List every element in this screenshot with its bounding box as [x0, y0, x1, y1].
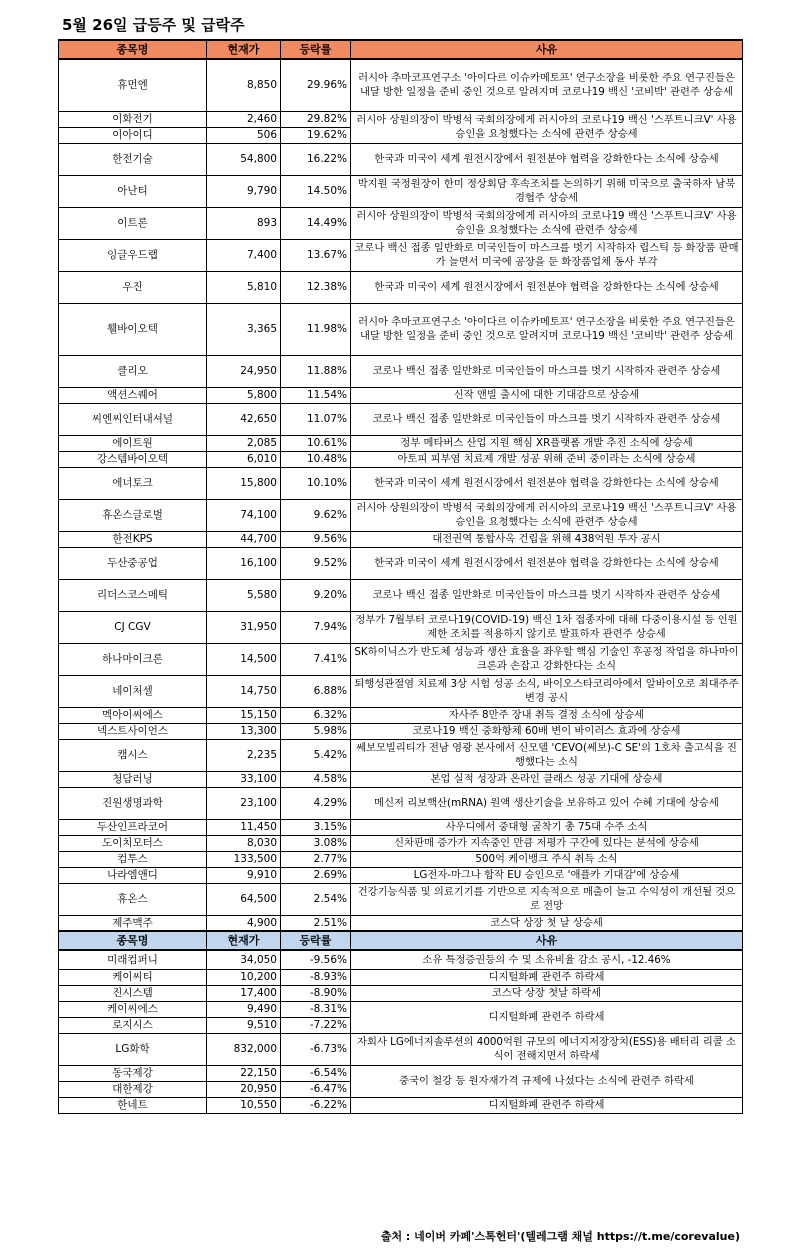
stock-price: 2,085 [207, 435, 281, 451]
stock-price: 44,700 [207, 531, 281, 547]
reason-text: 메신저 리보핵산(mRNA) 원액 생산기술을 보유하고 있어 수혜 기대에 상승세 [351, 787, 743, 819]
stock-name: 동국제강 [59, 1065, 207, 1081]
stock-price: 8,030 [207, 835, 281, 851]
col-rate-header: 등락률 [281, 931, 351, 950]
stock-price: 893 [207, 207, 281, 239]
change-rate: 9.20% [281, 579, 351, 611]
rise-header-row [59, 40, 743, 59]
reason-text: 러시아 추마코프연구소 '아이다르 이슈카메토프' 연구소장을 비롯한 주요 연구진들은 내달 방한 일정을 준비 중인 것으로 알려지며 코로나19 백신 '코비박' 관련주 상승세 [351, 59, 743, 111]
stock-name: 이아이디 [59, 127, 207, 143]
table-row [59, 451, 743, 467]
table-row [59, 611, 743, 643]
table-row [59, 531, 743, 547]
table-row [59, 271, 743, 303]
table-row [59, 111, 743, 127]
reason-text: 신작 앤빌 출시에 대한 기대감으로 상승세 [351, 387, 743, 403]
stock-name: 아난티 [59, 175, 207, 207]
reason-text: 500억 케이뱅크 주식 취득 소식 [351, 851, 743, 867]
stock-price: 15,150 [207, 707, 281, 723]
stock-name: LG화학 [59, 1033, 207, 1065]
stock-price: 5,800 [207, 387, 281, 403]
stock-name: 씨엔씨인터내셔널 [59, 403, 207, 435]
reason-text: 사우디에서 중대형 굴착기 총 75대 수주 소식 [351, 819, 743, 835]
change-rate: 2.51% [281, 915, 351, 931]
stock-price: 5,810 [207, 271, 281, 303]
change-rate: 12.38% [281, 271, 351, 303]
stock-name: 멕아이씨에스 [59, 707, 207, 723]
stock-price: 9,510 [207, 1017, 281, 1033]
change-rate: -9.56% [281, 950, 351, 969]
stock-name: 휴온스 [59, 883, 207, 915]
table-row [59, 467, 743, 499]
reason-text: 러시아 상원의장이 박병석 국회의장에게 러시아의 코로나19 백신 '스푸트니크V' 사용승인을 요청했다는 소식에 관련주 상승세 [351, 111, 743, 143]
reason-text: 디지털화폐 관련주 하락세 [351, 969, 743, 985]
table-row [59, 1033, 743, 1065]
stock-price: 3,365 [207, 303, 281, 355]
table-row [59, 771, 743, 787]
stock-price: 33,100 [207, 771, 281, 787]
table-row [59, 547, 743, 579]
col-name-header: 종목명 [59, 40, 207, 59]
table-row [59, 819, 743, 835]
change-rate: 6.88% [281, 675, 351, 707]
stock-name: 나라엠앤디 [59, 867, 207, 883]
stock-name: 진시스템 [59, 985, 207, 1001]
reason-text: 한국과 미국이 세계 원전시장에서 원전분야 협력을 강화한다는 소식에 상승세 [351, 547, 743, 579]
stock-name: 휴온스글로벌 [59, 499, 207, 531]
reason-text: 한국과 미국이 세계 원전시장에서 원전분야 협력을 강화한다는 소식에 상승세 [351, 143, 743, 175]
stock-price: 34,050 [207, 950, 281, 969]
change-rate: -6.22% [281, 1097, 351, 1113]
table-row [59, 969, 743, 985]
change-rate: -7.22% [281, 1017, 351, 1033]
table-row [59, 403, 743, 435]
change-rate: 2.54% [281, 883, 351, 915]
change-rate: 7.41% [281, 643, 351, 675]
table-row [59, 355, 743, 387]
stock-price: 6,010 [207, 451, 281, 467]
change-rate: -8.31% [281, 1001, 351, 1017]
reason-text: 정부가 7월부터 코로나19(COVID-19) 백신 1차 접종자에 대해 다중이용시설 등 인원제한 조치를 적용하지 않기로 발표하자 관련주 상승세 [351, 611, 743, 643]
table-row [59, 985, 743, 1001]
change-rate: 11.98% [281, 303, 351, 355]
stock-price: 14,750 [207, 675, 281, 707]
reason-text: 자사주 8만주 장내 취득 결정 소식에 상승세 [351, 707, 743, 723]
stock-price: 9,790 [207, 175, 281, 207]
stock-price: 506 [207, 127, 281, 143]
stock-name: 대한제강 [59, 1081, 207, 1097]
change-rate: 29.96% [281, 59, 351, 111]
stock-price: 13,300 [207, 723, 281, 739]
stock-name: CJ CGV [59, 611, 207, 643]
stock-name: 케이씨에스 [59, 1001, 207, 1017]
stock-price: 8,850 [207, 59, 281, 111]
stock-price: 24,950 [207, 355, 281, 387]
change-rate: 19.62% [281, 127, 351, 143]
stock-name: 이트론 [59, 207, 207, 239]
stock-price: 2,460 [207, 111, 281, 127]
reason-text: 러시아 상원의장이 박병석 국회의장에게 러시아의 코로나19 백신 '스푸트니크V' 사용승인을 요청했다는 소식에 관련주 상승세 [351, 499, 743, 531]
stock-price: 15,800 [207, 467, 281, 499]
stock-table [58, 39, 743, 1114]
change-rate: 5.98% [281, 723, 351, 739]
change-rate: 11.07% [281, 403, 351, 435]
reason-text: 디지털화폐 관련주 하락세 [351, 1001, 743, 1033]
change-rate: 14.49% [281, 207, 351, 239]
stock-name: 로지시스 [59, 1017, 207, 1033]
change-rate: 6.32% [281, 707, 351, 723]
source-footer: 출처 : 네이버 카페'스톡헌터'(텔레그램 채널 https://t.me/corevalue) [380, 1230, 740, 1243]
table-row [59, 499, 743, 531]
table-row [59, 739, 743, 771]
stock-name: 청담러닝 [59, 771, 207, 787]
stock-price: 7,400 [207, 239, 281, 271]
stock-name: 우진 [59, 271, 207, 303]
change-rate: 16.22% [281, 143, 351, 175]
reason-text: 소유 특정증권등의 수 및 소유비율 감소 공시, -12.46% [351, 950, 743, 969]
stock-price: 23,100 [207, 787, 281, 819]
page-title: 5월 26일 급등주 및 급락주 [62, 16, 245, 34]
table-row [59, 143, 743, 175]
stock-name: 리더스코스메틱 [59, 579, 207, 611]
reason-text: 아토피 피부염 치료제 개발 성공 위해 준비 중이라는 소식에 상승세 [351, 451, 743, 467]
reason-text: 대전권역 통합사옥 건립을 위해 438억원 투자 공시 [351, 531, 743, 547]
change-rate: 2.77% [281, 851, 351, 867]
table-row [59, 579, 743, 611]
change-rate: 9.62% [281, 499, 351, 531]
stock-price: 22,150 [207, 1065, 281, 1081]
col-price-header: 현재가 [207, 931, 281, 950]
reason-text: 코로나 백신 접종 일반화로 미국인들이 마스크를 벗기 시작하자 관련주 상승세 [351, 579, 743, 611]
stock-price: 4,900 [207, 915, 281, 931]
stock-price: 14,500 [207, 643, 281, 675]
stock-name: 컴투스 [59, 851, 207, 867]
table-row [59, 950, 743, 969]
table-row [59, 59, 743, 111]
table-row [59, 851, 743, 867]
table-row [59, 303, 743, 355]
stock-name: 미래컴퍼니 [59, 950, 207, 969]
stock-name: 액션스퀘어 [59, 387, 207, 403]
stock-name: 도이치모터스 [59, 835, 207, 851]
stock-price: 74,100 [207, 499, 281, 531]
stock-name: 케이씨티 [59, 969, 207, 985]
table-row [59, 239, 743, 271]
stock-price: 832,000 [207, 1033, 281, 1065]
stock-name: 진원생명과학 [59, 787, 207, 819]
table-row [59, 387, 743, 403]
stock-name: 하나마이크론 [59, 643, 207, 675]
reason-text: 한국과 미국이 세계 원전시장에서 원전분야 협력을 강화한다는 소식에 상승세 [351, 467, 743, 499]
reason-text: 러시아 상원의장이 박병석 국회의장에게 러시아의 코로나19 백신 '스푸트니크V' 사용승인을 요청했다는 소식에 관련주 상승세 [351, 207, 743, 239]
stock-price: 17,400 [207, 985, 281, 1001]
table-row [59, 835, 743, 851]
reason-text: 박지원 국정원장이 한미 정상회담 후속조치를 논의하기 위해 미국으로 출국하자 남북경협주 상승세 [351, 175, 743, 207]
table-row [59, 207, 743, 239]
stock-name: 캠시스 [59, 739, 207, 771]
stock-price: 5,580 [207, 579, 281, 611]
table-row [59, 787, 743, 819]
stock-name: 잉글우드랩 [59, 239, 207, 271]
stock-name: 강스템바이오텍 [59, 451, 207, 467]
change-rate: 4.58% [281, 771, 351, 787]
change-rate: 11.88% [281, 355, 351, 387]
stock-price: 2,235 [207, 739, 281, 771]
stock-price: 9,910 [207, 867, 281, 883]
change-rate: 7.94% [281, 611, 351, 643]
stock-price: 64,500 [207, 883, 281, 915]
reason-text: 정부 메타버스 산업 지원 핵심 XR플랫폼 개발 추진 소식에 상승세 [351, 435, 743, 451]
stock-price: 133,500 [207, 851, 281, 867]
change-rate: 3.15% [281, 819, 351, 835]
table-row [59, 675, 743, 707]
stock-price: 10,200 [207, 969, 281, 985]
reason-text: 디지털화폐 관련주 하락세 [351, 1097, 743, 1113]
reason-text: 코스닥 상장 첫날 하락세 [351, 985, 743, 1001]
stock-name: 휴먼엔 [59, 59, 207, 111]
reason-text: 퇴행성관절염 치료제 3상 시험 성공 소식, 바이오스타코리아에서 알바이오로 최대주주 변경 공시 [351, 675, 743, 707]
stock-name: 한전KPS [59, 531, 207, 547]
col-reason-header: 사유 [351, 931, 743, 950]
stock-name: 한네트 [59, 1097, 207, 1113]
stock-price: 9,490 [207, 1001, 281, 1017]
change-rate: 10.10% [281, 467, 351, 499]
fall-header-row [59, 931, 743, 950]
stock-name: 네이처셀 [59, 675, 207, 707]
reason-text: 쎄보모빌리티가 전남 영광 본사에서 신모델 'CEVO(쎄보)-C SE'의 1호차 출고식을 진행했다는 소식 [351, 739, 743, 771]
stock-name: 에이트원 [59, 435, 207, 451]
stock-price: 20,950 [207, 1081, 281, 1097]
reason-text: 코로나19 백신 중화항체 60배 변이 바이러스 효과에 상승세 [351, 723, 743, 739]
table-row [59, 1097, 743, 1113]
change-rate: 29.82% [281, 111, 351, 127]
change-rate: 13.67% [281, 239, 351, 271]
change-rate: -6.73% [281, 1033, 351, 1065]
change-rate: -6.54% [281, 1065, 351, 1081]
reason-text: 본업 실적 성장과 온라인 클래스 성공 기대에 상승세 [351, 771, 743, 787]
reason-text: 한국과 미국이 세계 원전시장에서 원전분야 협력을 강화한다는 소식에 상승세 [351, 271, 743, 303]
reason-text: 코로나 백신 접종 일반화로 미국인들이 마스크를 벗기 시작하자 립스틱 등 화장품 판매가 늘면서 미국에 공장을 둔 화장품업체 동사 부각 [351, 239, 743, 271]
stock-name: 휄바이오텍 [59, 303, 207, 355]
change-rate: 10.48% [281, 451, 351, 467]
change-rate: -8.90% [281, 985, 351, 1001]
col-reason-header: 사유 [351, 40, 743, 59]
stock-name: 한전기술 [59, 143, 207, 175]
reason-text: 신차판매 증가가 지속중인 만큼 저평가 구간에 있다는 분석에 상승세 [351, 835, 743, 851]
change-rate: 11.54% [281, 387, 351, 403]
change-rate: 2.69% [281, 867, 351, 883]
table-row [59, 915, 743, 931]
col-rate-header: 등락률 [281, 40, 351, 59]
table-row [59, 643, 743, 675]
stock-name: 클리오 [59, 355, 207, 387]
table-row [59, 1001, 743, 1017]
col-name-header: 종목명 [59, 931, 207, 950]
stock-price: 10,550 [207, 1097, 281, 1113]
stock-name: 이화전기 [59, 111, 207, 127]
change-rate: 9.56% [281, 531, 351, 547]
stock-name: 두산인프라코어 [59, 819, 207, 835]
stock-name: 제주맥주 [59, 915, 207, 931]
table-row [59, 435, 743, 451]
stock-name: 에너토크 [59, 467, 207, 499]
reason-text: 코로나 백신 접종 일반화로 미국인들이 마스크를 벗기 시작하자 관련주 상승세 [351, 355, 743, 387]
reason-text: LG전자-마그나 합작 EU 승인으로 '애플카 기대감'에 상승세 [351, 867, 743, 883]
stock-price: 54,800 [207, 143, 281, 175]
change-rate: 4.29% [281, 787, 351, 819]
stock-name: 두산중공업 [59, 547, 207, 579]
change-rate: 9.52% [281, 547, 351, 579]
table-row [59, 1065, 743, 1081]
reason-text: 건강기능식품 및 의료기기를 기반으로 지속적으로 매출이 늘고 수익성이 개선될 것으로 전망 [351, 883, 743, 915]
reason-text: 중국이 철강 등 원자재가격 규제에 나섰다는 소식에 관련주 하락세 [351, 1065, 743, 1097]
change-rate: 10.61% [281, 435, 351, 451]
stock-name: 넥스트사이언스 [59, 723, 207, 739]
stock-price: 16,100 [207, 547, 281, 579]
change-rate: -6.47% [281, 1081, 351, 1097]
change-rate: -8.93% [281, 969, 351, 985]
change-rate: 14.50% [281, 175, 351, 207]
table-row [59, 175, 743, 207]
reason-text: 자회사 LG에너지솔루션의 4000억원 규모의 에너지저장장치(ESS)용 배터리 리콜 소식이 전해지면서 하락세 [351, 1033, 743, 1065]
reason-text: SK하이닉스가 반도체 성능과 생산 효율을 좌우할 핵심 기술인 후공정 작업을 하나마이크론과 손잡고 강화한다는 소식 [351, 643, 743, 675]
table-row [59, 707, 743, 723]
table-row [59, 867, 743, 883]
table-row [59, 883, 743, 915]
stock-price: 42,650 [207, 403, 281, 435]
change-rate: 5.42% [281, 739, 351, 771]
stock-price: 11,450 [207, 819, 281, 835]
table-row [59, 723, 743, 739]
change-rate: 3.08% [281, 835, 351, 851]
reason-text: 코로나 백신 접종 일반화로 미국인들이 마스크를 벗기 시작하자 관련주 상승세 [351, 403, 743, 435]
reason-text: 코스닥 상장 첫 날 상승세 [351, 915, 743, 931]
reason-text: 러시아 추마코프연구소 '아이다르 이슈카메토프' 연구소장을 비롯한 주요 연구진들은 내달 방한 일정을 준비 중인 것으로 알려지며 코로나19 백신 '코비박' 관련주 상승세 [351, 303, 743, 355]
stock-price: 31,950 [207, 611, 281, 643]
col-price-header: 현재가 [207, 40, 281, 59]
